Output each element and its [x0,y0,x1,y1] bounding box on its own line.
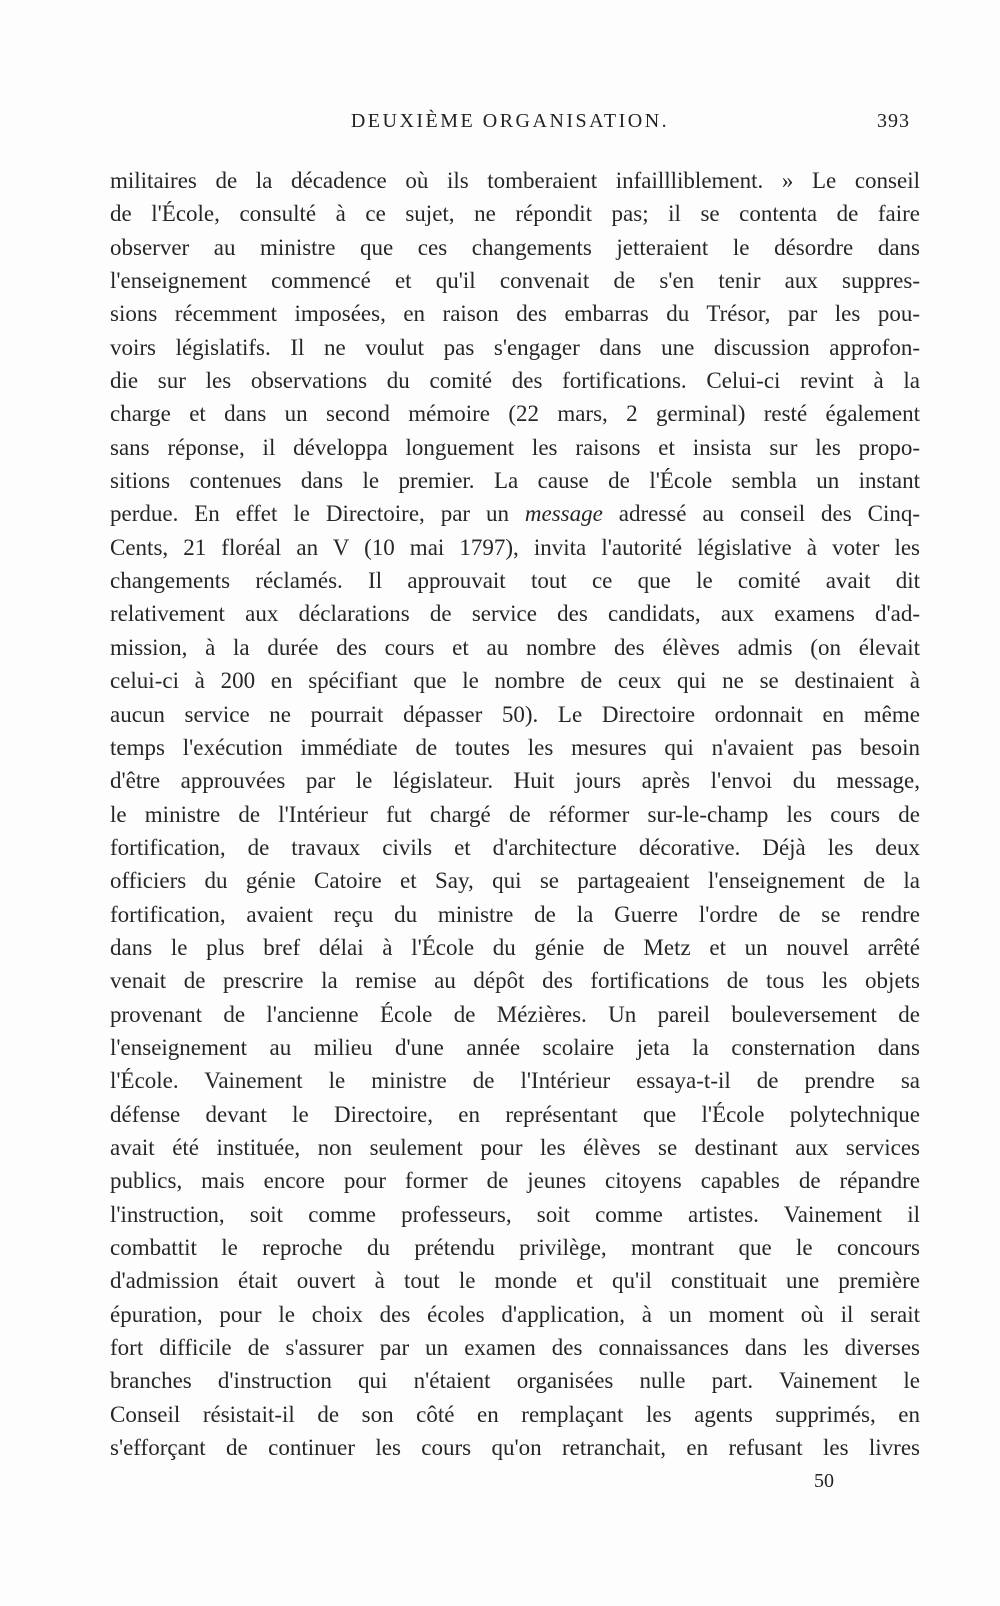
text-line: Conseil résistait-il de son côté en remplaçant les agents supprimés, en [110,1401,920,1427]
text-line: fort difficile de s'assurer par un examen des connaissances dans les diverses [110,1335,920,1361]
text-line: l'instruction, soit comme professeurs, soit comme artistes. Vainement il [110,1201,920,1227]
text-line: d'admission était ouvert à tout le monde et qu'il constituait une première [110,1268,920,1294]
text-segment: adressé au conseil des Cinq- [602,501,920,527]
text-line: l'enseignement au milieu d'une année scolaire jeta la consternation dans [110,1034,920,1060]
text-line: dans le plus bref délai à l'École du génie de Metz et un nouvel arrêté [110,934,920,960]
text-line: celui-ci à 200 en spécifiant que le nombre de ceux qui ne se destinaient à [110,668,920,694]
text-line: épuration, pour le choix des écoles d'application, à un moment où il serait [110,1301,920,1327]
text-line: relativement aux déclarations de service des candidats, aux examens d'ad- [110,601,920,627]
text-line: avait été instituée, non seulement pour les élèves se destinant aux services [110,1134,920,1160]
text-line: sans réponse, il développa longuement les raisons et insista sur les propo- [110,434,920,460]
text-line: provenant de l'ancienne École de Mézières. Un pareil bouleversement de [110,1001,920,1027]
text-line: Cents, 21 floréal an V (10 mai 1797), invita l'autorité législative à voter les [110,534,920,560]
running-head [110,110,910,150]
text-line: officiers du génie Catoire et Say, qui se partageaient l'enseignement de la [110,868,920,894]
text-line: l'enseignement commencé et qu'il convenait de s'en tenir aux suppres- [110,268,920,294]
text-line: s'efforçant de continuer les cours qu'on retranchait, en refusant les livres [110,1435,920,1461]
page-number: 393 [877,110,910,132]
text-line: fortification, avaient reçu du ministre de la Guerre l'ordre de se rendre [110,901,920,927]
text-line: combattit le reproche du prétendu privilège, montrant que le concours [110,1235,920,1260]
text-line: venait de prescrire la remise au dépôt des fortifications de tous les objets [110,968,920,994]
text-line: d'être approuvées par le législateur. Huit jours après l'envoi du message, [110,768,920,794]
text-line: branches d'instruction qui n'étaient organisées nulle part. Vainement le [110,1368,920,1394]
italic-word-message: message [524,501,603,527]
text-line: die sur les observations du comité des fortifications. Celui-ci revint à la [110,368,920,394]
text-line: observer au ministre que ces changements jetteraient le désordre dans [110,234,920,260]
text-line: de l'École, consulté à ce sujet, ne répondit pas; il se contenta de faire [110,201,920,227]
running-title: DEUXIÈME ORGANISATION. [350,110,670,132]
text-line: défense devant le Directoire, en représentant que l'École polytechnique [110,1101,920,1127]
text-line: changements réclamés. Il approuvait tout ce que le comité avait dit [110,568,920,594]
body-text [110,164,920,1464]
text-line: militaires de la décadence où ils tomberaient infaillliblement. » Le conseil [110,168,920,193]
text-line: sitions contenues dans le premier. La cause de l'École sembla un instant [110,468,920,494]
signature-mark: 50 [814,1470,834,1492]
text-line: voirs législatifs. Il ne voulut pas s'engager dans une discussion approfon- [110,334,920,360]
text-line: l'École. Vainement le ministre de l'Intérieur essaya-t-il de prendre sa [110,1068,920,1094]
text-line: sions récemment imposées, en raison des embarras du Trésor, par les pou- [110,301,920,327]
text-line: le ministre de l'Intérieur fut chargé de réformer sur-le-champ les cours de [110,801,920,827]
text-line: charge et dans un second mémoire (22 mars, 2 germinal) resté également [110,401,920,427]
text-line: publics, mais encore pour former de jeunes citoyens capables de répandre [110,1168,920,1194]
text-segment: perdue. En effet le Directoire, par un [110,501,525,527]
text-line: temps l'exécution immédiate de toutes les mesures qui n'avaient pas besoin [110,734,920,760]
text-line: fortification, de travaux civils et d'architecture décorative. Déjà les deux [110,834,920,860]
text-line: mission, à la durée des cours et au nombre des élèves admis (on élevait [110,634,920,660]
text-line-with-italic [110,497,920,530]
text-line: aucun service ne pourrait dépasser 50). Le Directoire ordonnait en même [110,701,920,727]
